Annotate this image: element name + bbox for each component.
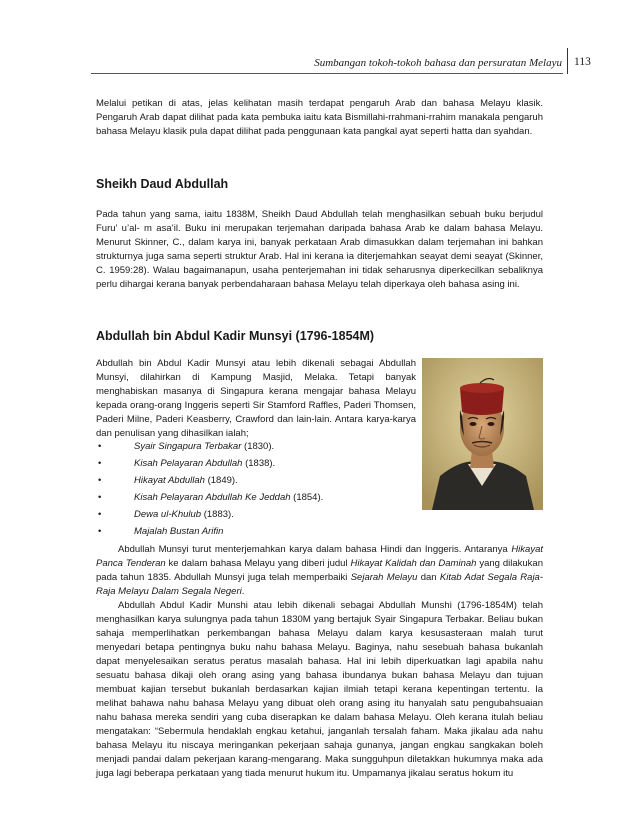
- work-title: Hikayat Abdullah: [134, 475, 205, 486]
- header-rule: [91, 73, 563, 74]
- work-title: Dewa ul-Khulub: [134, 509, 202, 520]
- list-item: [96, 472, 416, 489]
- work-title: Majalah Bustan Arifin: [134, 526, 224, 537]
- running-header-title: Sumbangan tokoh-tokoh bahasa dan persuratan Melayu: [314, 57, 562, 69]
- text-run: Abdullah Abdul Kadir Munshi atau lebih dikenali sebagai Abdullah Munshi (1796-1854M) telah menghasilkan karya sulungnya pada tahun 1830M yang bertajuk Syair Singapura Terbakar. Beliau bukan sahaja memperlihatkan perkembangan bahasa Melayu dalam karya kesusasteraan malah turut menyedari betapa pentingnya buku nahu bahasa Melayu. Baginya, nahu sesebuah bahasa bukanlah dapat menyelesaikan seratus peratus masalah bahasa. Hal ini lebih diperkuatkan lagi apabila nahu sesuatu bahasa dikaji oleh orang asing yang bahasa ibundanya bukan bahasa Melayu dan tujuan membuat kajian tersebut bukanlah berdasarkan kajian ilmiah tetapi kerana kepentingan tertentu. Ia melihat bahawa nahu bahasa Melayu yang dibuat oleh orang asing itu hanyalah satu pengubahsuaian nahu bahasa mereka sendiri yang cuba diserapkan ke dalam bahasa Melayu. Oleh kerana itulah beliau mengatakan: “Sebermula hendaklah engkau ketahui, janganlah tersalah faham. Maka jikalau ada nahu bahasa Melayu itu niscaya meringankan pekerjaan sahaja gunanya, jangan engkau sangkakan boleh menjadi pandai dalam pekerjaan karang-mengarang. Maka sungguhpun diletakkan hukumnya maka ada juga lagi beberapa perkataan yang tiada menurut hukum itu. Umpamanya jikalau seratus hokum itu: [96, 600, 543, 779]
- italic-title: Hikayat Panca Tenderan: [96, 544, 543, 569]
- grammar-paragraph: [96, 599, 543, 781]
- text-run: dan: [417, 572, 440, 583]
- section-heading-sheikh-daud: Sheikh Daud Abdullah: [96, 177, 229, 191]
- work-year: (1849).: [204, 475, 238, 486]
- works-list: [96, 438, 416, 540]
- work-year: (1883).: [201, 509, 234, 520]
- bullet-icon: •: [98, 526, 102, 537]
- bullet-icon: •: [98, 458, 102, 469]
- list-item: [96, 523, 416, 540]
- list-item: [96, 506, 416, 523]
- list-item: [96, 455, 416, 472]
- work-year: (1854).: [290, 492, 324, 503]
- translation-paragraph: [96, 543, 543, 599]
- work-year: (1838).: [242, 458, 276, 469]
- text-run: .: [241, 586, 245, 597]
- work-title: Kisah Pelayaran Abdullah Ke Jeddah: [134, 492, 291, 503]
- header-divider: [567, 48, 568, 74]
- text-run: yang dilakukan pada tahun 1835. Abdullah Munsyi juga telah memperbaiki: [96, 558, 543, 583]
- work-title: Syair Singapura Terbakar: [134, 441, 242, 452]
- italic-title: Hikayat Kalidah dan Daminah: [350, 558, 477, 569]
- text-run: Abdullah Munsyi turut menterjemahkan karya dalam bahasa Hindi dan Inggeris. Antaranya: [118, 544, 512, 555]
- bullet-icon: •: [98, 509, 102, 520]
- abdullah-intro-paragraph: Abdullah bin Abdul Kadir Munsyi atau lebih dikenali sebagai Abdullah Munsyi, dilahirkan di Kampung Masjid, Melaka. Tetapi banyak menghabiskan masanya di Singapura kerana mengajar bahasa Melayu kepada orang-orang Inggeris seperti Sir Stamford Raffles, Paderi Thomsen, Paderi Milne, Paderi Keasberry, Crawford dan lain-lain. Antara karya-karya dan penulisan yang dihasilkan ialah;: [96, 358, 416, 439]
- bullet-icon: •: [98, 475, 102, 486]
- italic-title: Sejarah Melayu: [350, 572, 418, 583]
- page-number: 113: [574, 56, 591, 68]
- intro-paragraph: Melalui petikan di atas, jelas kelihatan masih terdapat pengaruh Arab dan bahasa Melayu klasik. Pengaruh Arab dapat dilihat pada kata pembuka iaitu kata Bismillahi-rrahmani-rrahim manakala pengaruh bahasa Melayu klasik pula dapat dilihat pada penggunaan kata pangkal ayat seperti hatta dan syahdan.: [96, 98, 543, 137]
- bullet-icon: •: [98, 441, 102, 452]
- text-run: ke dalam bahasa Melayu yang diberi judul: [165, 558, 351, 569]
- list-item: [96, 438, 416, 455]
- work-title: Kisah Pelayaran Abdullah: [134, 458, 243, 469]
- portrait-image: [422, 358, 543, 510]
- abdullah-munsyi-portrait: [422, 358, 543, 510]
- bullet-icon: •: [98, 492, 102, 503]
- list-item: [96, 489, 416, 506]
- work-year: (1830).: [241, 441, 275, 452]
- section-heading-abdullah-munsyi: Abdullah bin Abdul Kadir Munsyi (1796-1854M): [96, 329, 375, 343]
- sheikh-daud-paragraph: Pada tahun yang sama, iaitu 1838M, Sheikh Daud Abdullah telah menghasilkan sebuah buku berjudul Furu’ u’al- m asa’il. Buku ini merupakan terjemahan daripada bahasa Arab ke dalam bahasa Melayu. Menurut Skinner, C., dalam karya ini, banyak perkataan Arab dimasukkan dalam terjemahan ini bahkan strukturnya juga sama seperti struktur Arab. Hal ini kerana ia diterjemahkan seayat demi seayat (Skinner, C. 1959:28). Walau bagaimanapun, usaha penterjemahan ini tidak seharusnya diperkecilkan sebaliknya perlu dihargai kerana banyak perbendaharaan bahasa Melayu telah diperkaya oleh bahasa asing ini.: [96, 209, 543, 290]
- italic-title: Kitab Adat Segala Raja-Raja Melayu Dalam Segala Negeri: [96, 572, 544, 597]
